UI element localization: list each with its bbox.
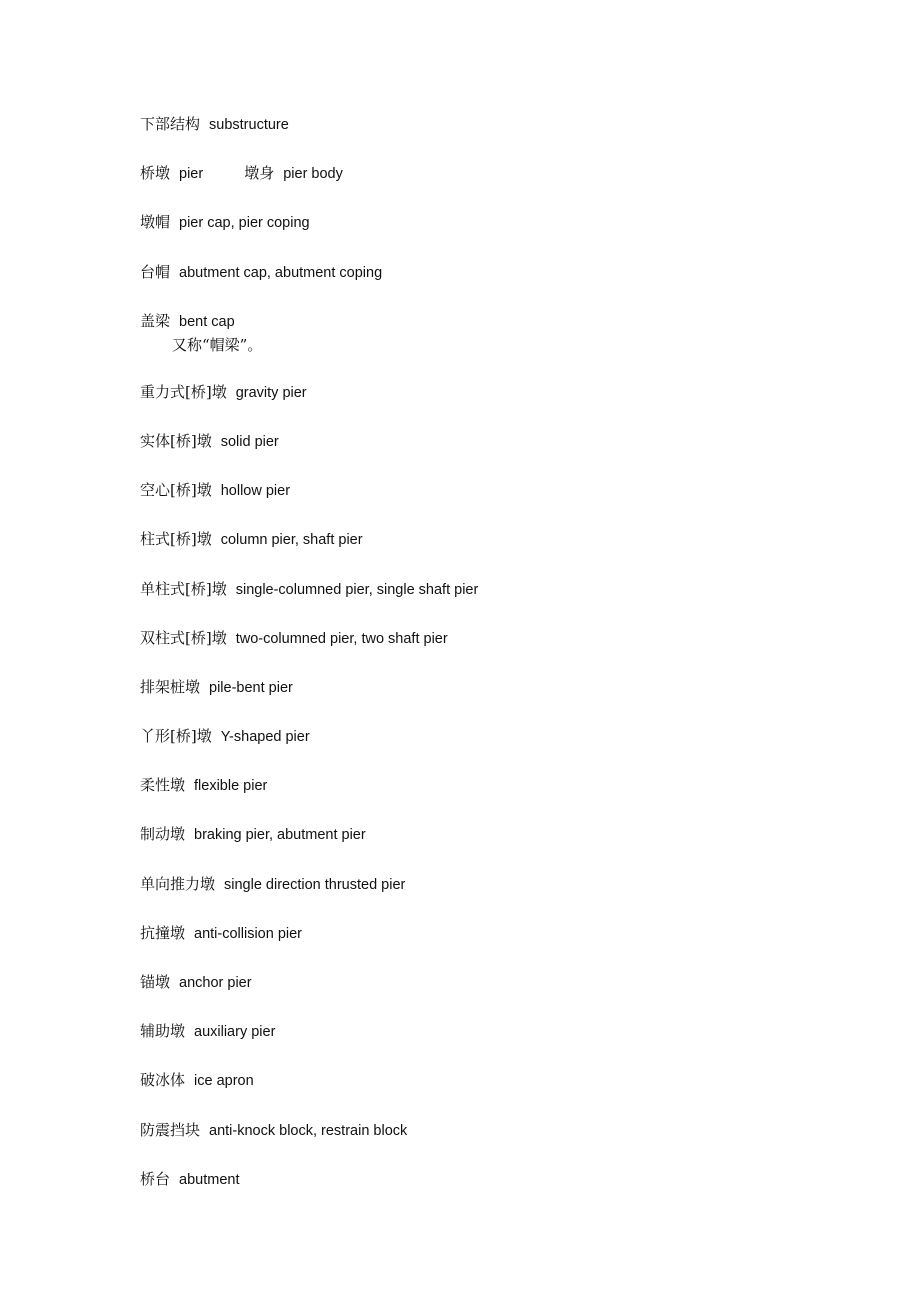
term-entry	[140, 261, 840, 284]
term-chinese: 柔性墩	[140, 776, 186, 795]
term-english: two-columned pier, two shaft pier	[235, 630, 448, 647]
term-chinese: 桥台	[140, 1169, 171, 1188]
term-english: pile-bent pier	[209, 679, 293, 696]
term-chinese: 实体[桥]墩	[140, 431, 212, 450]
term-english: anchor pier	[179, 975, 252, 991]
term-chinese: 丫形[桥]墩	[140, 727, 212, 746]
term-chinese: 墩帽	[140, 213, 171, 232]
term-english: single direction thrusted pier	[224, 876, 406, 893]
term-chinese: 破冰体	[140, 1071, 186, 1090]
term-entry	[140, 162, 840, 185]
term-entry	[140, 922, 840, 945]
term-chinese: 空心[桥]墩	[140, 481, 212, 500]
term-entry	[140, 578, 840, 601]
term-chinese-secondary: 墩身	[244, 164, 275, 183]
term-list	[140, 113, 840, 1217]
term-english: pier	[179, 166, 204, 183]
term-entry	[140, 725, 840, 748]
term-entry	[140, 381, 840, 404]
term-chinese: 辅助墩	[140, 1022, 186, 1041]
term-english: hollow pier	[220, 483, 291, 500]
term-english: anti-collision pier	[194, 925, 303, 942]
term-entry	[140, 1119, 840, 1142]
term-english: Y-shaped pier	[220, 729, 310, 746]
term-entry	[140, 1020, 840, 1043]
term-entry	[140, 676, 840, 699]
term-entry	[140, 528, 840, 551]
term-english: solid pier	[220, 433, 279, 450]
term-english: auxiliary pier	[194, 1024, 276, 1041]
term-chinese: 重力式[桥]墩	[140, 382, 227, 401]
term-entry	[140, 211, 840, 234]
term-entry	[140, 873, 840, 896]
term-chinese: 双柱式[桥]墩	[140, 628, 227, 647]
term-english: single-columned pier, single shaft pier	[235, 581, 479, 598]
term-entry	[140, 823, 840, 846]
term-chinese: 台帽	[140, 262, 171, 281]
term-chinese: 下部结构	[140, 115, 201, 133]
term-entry	[140, 479, 840, 502]
term-entry	[140, 627, 840, 650]
term-english: pier cap, pier coping	[179, 215, 310, 232]
term-note: 又称“帽梁”。	[172, 335, 263, 354]
term-english-secondary: pier body	[283, 166, 343, 183]
term-chinese: 排架桩墩	[140, 677, 201, 696]
term-english: braking pier, abutment pier	[194, 827, 366, 844]
term-chinese: 桥墩	[140, 164, 171, 183]
term-entry	[140, 310, 840, 355]
term-english: column pier, shaft pier	[220, 532, 363, 549]
term-english: gravity pier	[235, 384, 307, 401]
term-english: ice apron	[194, 1073, 254, 1090]
term-entry	[140, 1168, 840, 1191]
term-entry	[140, 1069, 840, 1092]
term-chinese: 盖梁	[140, 311, 171, 330]
term-english: anti-knock block, restrain block	[209, 1122, 408, 1139]
term-chinese: 抗撞墩	[140, 923, 186, 942]
term-entry	[140, 113, 840, 136]
term-chinese: 防震挡块	[140, 1120, 201, 1139]
term-chinese: 单向推力墩	[140, 874, 216, 893]
term-entry	[140, 971, 840, 994]
term-chinese: 锚墩	[140, 973, 171, 991]
term-chinese: 单柱式[桥]墩	[140, 579, 227, 598]
term-chinese: 制动墩	[140, 825, 186, 844]
term-english: abutment cap, abutment coping	[179, 264, 383, 281]
term-english: flexible pier	[194, 778, 268, 795]
term-english: substructure	[209, 117, 289, 133]
term-english: abutment	[179, 1171, 240, 1188]
term-entry	[140, 430, 840, 453]
term-entry	[140, 774, 840, 797]
term-chinese: 柱式[桥]墩	[140, 530, 212, 549]
term-english: bent cap	[179, 313, 235, 330]
